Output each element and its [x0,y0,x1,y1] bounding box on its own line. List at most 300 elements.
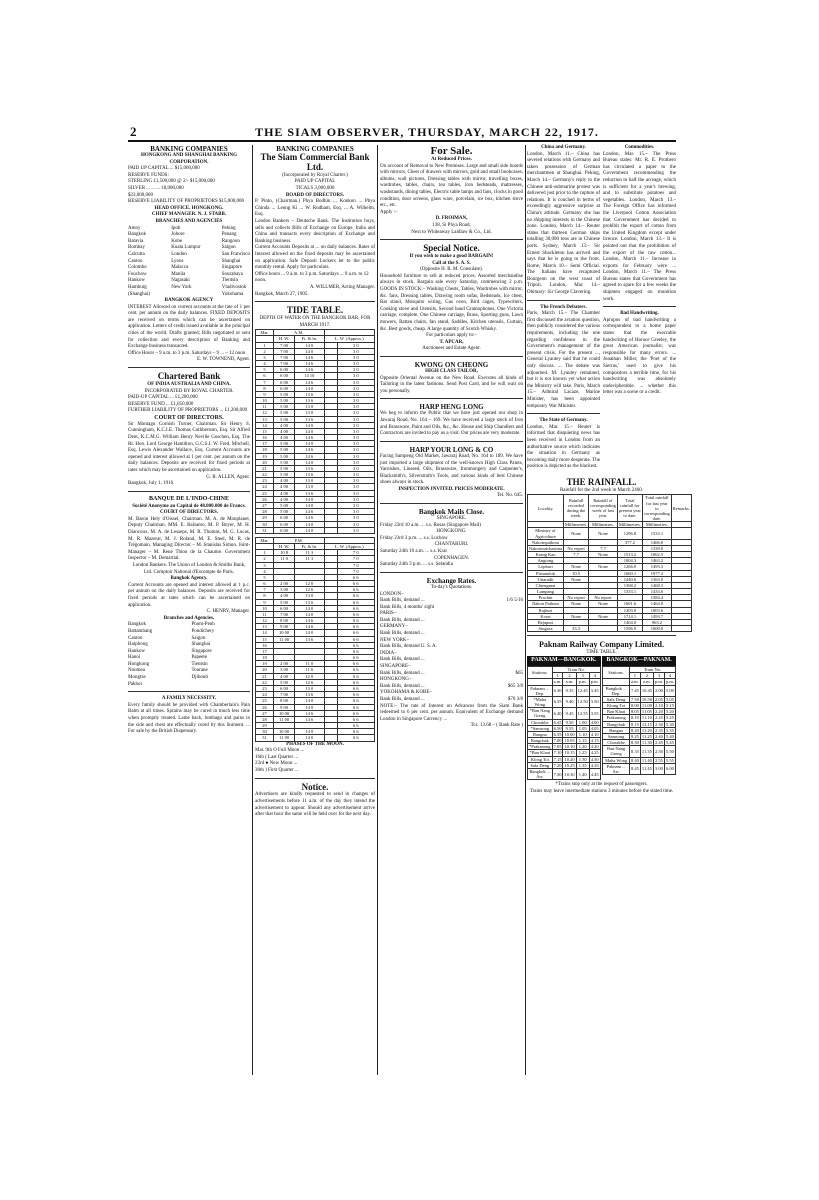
branch-name: Johore [171,232,185,238]
table-cell: 3.45 [589,685,600,696]
table-cell: 26 [256,496,274,502]
moon-phase: 23rd ● New Moon ... [255,761,298,767]
seller-location: Next to Whiteaway Laidlaw & Co., Ltd. [411,229,492,235]
table-cell: 5 00 [274,503,295,509]
table-cell: 13 0 [295,685,324,691]
exchange-row [380,592,523,599]
table-cell: Klong Toi [528,756,553,762]
table-cell: 9.45 [563,708,576,719]
seller-address: 138, Si Phya Road, [432,223,471,229]
table-cell: 7.30 [552,768,563,779]
exchange-row [380,677,523,684]
mail-entry: Saturday 24th 10 a.m. ... s.s. Krai [380,549,447,555]
branch-name: Batavia [128,238,144,244]
bank-subtitle: Société Anonyme au Capital de 48.000.000 de Francs. [132,503,246,509]
table-cell: 3 0 [337,410,375,416]
table-cell: 14 0 [295,503,324,509]
advert-subtitle: HIGH CLASS TAILOR, [425,369,478,375]
table-cell: 4.35 [590,762,599,768]
table-cell: 10.00 [564,731,575,737]
table-cell: Maha Wong [603,757,630,763]
capital-lines [128,166,250,206]
table-cell: Chorakhe [528,719,553,725]
table-cell: 3 0 [337,490,375,496]
table-cell: 5.55 [666,757,674,763]
table-cell: 1363.0 [643,576,672,582]
table-cell: 3 0 [337,465,375,471]
train-number: 4 [589,673,600,679]
table-cell: 14 0 [295,527,324,533]
branch-name: Penang [221,232,237,238]
table-cell: 3 0 [337,441,375,447]
tide-table [255,306,375,778]
table-cell: Nakornpathom [528,539,564,545]
column-3 [380,145,523,1075]
table-cell: 5 00 [274,599,295,605]
table-cell: 27 [256,710,274,716]
capital-line: $33,000,000 [128,192,153,198]
table-cell: 377.2 [617,539,642,545]
table-header: P.M. [274,537,325,543]
train-number: 2 [563,673,576,679]
railway-subtitle: TIME TABLE. [586,649,617,655]
table-cell: None [564,601,589,607]
table-cell: No report [564,595,589,601]
table-cell: 3 0 [337,509,375,515]
table-cell: 7.00 [553,738,562,744]
exchange-label: Bank Bills, demand U. S. A. [380,644,437,650]
table-cell: 11.10 [641,715,652,721]
table-cell: 2.00 [653,685,664,696]
table-cell: 14 0 [295,630,324,636]
table-cell: Nakon Pathom [528,601,564,607]
table-cell: 28 [256,509,274,515]
branch-name: Haiphong [128,642,148,648]
table-cell: 6 00 [274,605,295,611]
table-cell: 3 0 [337,385,375,391]
table-cell: 14 6 [295,618,324,624]
table-cell: 11 00 [274,636,295,642]
table-cell: Pitsanulok [528,570,564,576]
table-cell: 14 0 [295,698,324,704]
table-cell: *Ban Nang Greng [528,708,553,719]
table-cell: No report [564,545,589,551]
branch-name: Tourane [191,668,208,674]
table-cell: 7 0 [337,556,375,562]
auctioneer-role: Auctioneer and Estate Agent. [422,346,481,352]
advert-body: Facing Sampeng Old Market, Jawaraj Road, No. 164 to 189. We have just imported a large shipment of the well-known High Class Paints, Varnishes, Linseed, Oils, Brassware, Ironmongery and Carpenter's, Blacksmith's, Silversmith's Tools, and various kinds of best Chinese shoes always in stock. [380,453,523,486]
table-cell: 5 00 [274,465,295,471]
table-cell: 4 00 [274,593,295,599]
china-germany-article [527,145,600,301]
table-cell: 963.2 [643,620,672,626]
table-cell: 6 6 [337,710,375,716]
apply-label: Apply :– [380,209,398,215]
table-cell: Bangkok ... Dep. [603,685,630,696]
table-cell: 17 [256,648,274,654]
exchange-row [380,664,523,671]
table-cell: 7.10 [553,750,562,756]
exchange-tcs: Tcs. 13.68 – ( Bank Rate ) [470,723,523,729]
table-cell: None [589,564,618,570]
table-cell: 14 0 [295,428,324,434]
train-number: 1 [552,673,563,679]
table-cell: 3 00 [274,587,295,593]
table-cell: 8 00 [274,618,295,624]
table-cell: 17 [256,441,274,447]
table-cell: 5.20 [666,709,674,715]
table-cell: 9 00 [274,624,295,630]
incorporation: (Incorporated by Royal Charter.) [282,172,348,178]
table-cell: 5.25 [666,715,674,721]
table-cell: 10 8 [274,550,295,556]
table-cell: 6 6 [337,636,375,642]
table-cell: 14 6 [295,453,324,459]
table-cell: 21 [256,465,274,471]
for-sale-title: For Sale. [430,145,473,157]
table-cell: 6 6 [337,624,375,630]
mail-entry: Friday 23rd 3 p.m. ... s.s. Luchow [380,535,448,541]
exchange-title: Exchange Rates. [426,576,477,585]
table-cell: 4.10 [590,731,599,737]
article-title: Commodities. [624,145,655,150]
table-cell: 13 6 [295,465,324,471]
table-cell: Klong Toi [603,703,630,709]
table-cell: 6 6 [337,679,375,685]
table-cell: 5.15 [666,703,674,709]
table-cell: 8 [256,593,274,599]
branch-name: Malacca [171,265,189,271]
article-body: Apropos of bad handwriting a correspondent to a home paper states that the execrable handwriting of Horace Greeley, the great American journalist, was responsible for many errors. ... Jonathan Miller, the 'Poet of the Sierras,' used to give his compositors a terrible time, for his handwriting was absolutely undecipherable. ... whether this letter was a scene or a credit. [603,317,676,396]
table-cell: 13 0 [295,478,324,484]
table-cell: 12 [256,410,274,416]
table-cell: 3 0 [337,416,375,422]
advert-title: HARP YOUR LONG & CO [409,445,494,454]
table-cell: 1.15 [576,738,589,744]
timetable-row [528,768,601,779]
table-cell: 33.3 [564,626,589,632]
table-cell: 3 0 [337,484,375,490]
table-cell: 15 [256,428,274,434]
table-cell: 12.55 [576,708,589,719]
table-header: p.m. [576,679,589,685]
table-cell: 3 0 [337,398,375,404]
table-cell: 23 [256,478,274,484]
table-cell: 6 6 [337,611,375,617]
table-cell: 1468.3 [643,582,672,588]
table-header: Millimetres. [589,522,618,528]
column-1 [128,145,250,1075]
table-cell: 7.45 [629,685,640,696]
table-cell: 6 00 [274,367,295,373]
table-cell: 4.15 [590,738,599,744]
table-cell: 2.05 [655,696,663,702]
table-cell: 6 6 [337,735,375,741]
table-cell: 5 [256,367,274,373]
table-cell: 4 00 [274,478,295,484]
table-cell: 5 00 [274,509,295,515]
table-cell: 6 6 [337,704,375,710]
mail-destination: COPENHAGEN. [433,555,470,561]
table-cell: 8.15 [630,721,639,727]
branch-name: Papeete [191,655,207,661]
exchange-subtitle: To-day's Quotations. [430,584,473,590]
incorporation: INCORPORATED BY ROYAL CHARTER. [144,388,234,394]
tide-pm-table [255,537,375,742]
timetable-row [528,696,601,707]
table-cell: Bangchak [528,738,553,744]
table-cell: 6 6 [337,642,375,648]
table-cell: 1.05 [576,725,589,731]
table-cell: 13 6 [295,636,324,642]
train-number: 3 [576,673,589,679]
table-cell: 14 0 [295,348,324,354]
agency-title: Bangkok Agency. [170,576,208,582]
exchange-label: PARIS– [380,611,397,617]
table-header: Millimetres. [618,522,641,528]
table-cell: 4 [256,361,274,367]
table-cell: 12 0 [295,673,324,679]
article-body: London, Mar. 15.– Reuter is informed that disquieting news has been received in London from an authoritative source which indicates the situation in Germany as becoming daily more desperate. The position is depicted as the blackest. [527,424,600,470]
table-cell: Uttaradit [528,576,564,582]
exchange-row [380,598,523,605]
court-title: COURT OF DIRECTORS. [160,510,218,516]
article-title: China and Germany. [541,145,586,150]
table-cell: 6 6 [337,723,375,729]
table-cell: 6 6 [337,667,375,673]
table-header: Rainfall of corresponding week of last year. [589,495,618,522]
branch-name: Manila [171,271,186,277]
table-cell: 21 [256,673,274,679]
section-heading: BANKING COMPANIES [150,145,228,153]
table-cell: 3 00 [274,667,295,673]
table-cell: 24 [256,692,274,698]
rainfall-row [528,528,692,539]
table-cell: 29 [256,723,274,729]
article-body: London, Mar. 15.– The Press Bureau states: Mr. R. E. Prothero has circulated a paper to the Government recommending the reduction to half the acreage, which is sufficient for a year's brewing, and to substitute potatoes and vegetables. London, March 13.– The Foreign Office has informed the Liverpool Cotton Association that Government has decided to prohibit the export of cotton from the United Kingdom except under licence. London, March 13.– It is pointed out that the prohibition of the export of the raw cotton... London, March 11.– Increase in exports for February were ... London, March 11.– The Press Bureau states that Government has agreed to spare for a few weeks the shipmen engaged on munition work. [603,151,676,302]
table-cell: 4 00 [274,496,295,502]
table-cell: 10 [256,398,274,404]
table-cell: 10 [256,605,274,611]
table-cell: Korat [528,613,564,619]
branch-name: Tientsin [221,278,238,284]
capital-line: RESERVE LIABILITY OF PROPRIETORS $15,000,000 [128,199,244,205]
table-cell: 25 [256,698,274,704]
table-cell: None [564,528,589,539]
table-cell: 4 00 [274,490,295,496]
table-header: Ft. & In. [295,336,324,342]
table-cell: 5.40 [666,733,674,739]
table-cell: 4.20 [590,744,599,750]
table-cell: 6.30 [552,685,563,696]
table-cell: 4 00 [274,428,295,434]
branch-name: (Shanghai) [128,291,150,297]
table-cell: Singora [528,626,564,632]
table-cell: 14 0 [295,496,324,502]
table-cell: None [564,613,589,619]
table-cell: 11.30 [641,740,652,746]
table-cell: Chiengmai [528,582,564,588]
table-cell: 1353.1 [617,589,642,595]
table-cell: 10.15 [564,750,575,756]
table-cell: 14 0 [295,729,324,735]
exchange-note: NOTE:– The rate of Interest on Advances from the Siam Bank redeemed to 6 per cent. per annum. Equivalent of Exchange demand London in Singapore Currency ... [380,703,523,722]
table-cell: 1714.1 [617,613,642,619]
table-header: p.m. [654,679,663,685]
table-cell: 11 00 [274,716,295,722]
branch-name: Saigon [191,635,206,641]
branches-title: BRANCHES AND AGENCIES [155,218,223,224]
table-cell: 5 00 [274,453,295,459]
table-cell: 9 [256,599,274,605]
harp-heng-long-advert [380,403,523,441]
table-cell: 20 [256,667,274,673]
table-cell: Angtong [528,558,564,564]
table-cell: 9 00 [274,704,295,710]
branch-name: San Francisco [221,251,250,257]
table-cell: 7 00 [274,361,295,367]
table-cell [324,527,337,533]
exchange-label: LONDON– [380,591,404,597]
table-cell: 2.40 [655,733,663,739]
bad-handwriting-article [603,311,676,400]
exchange-label: NEW YORK– [380,637,410,643]
table-cell: 5 00 [274,410,295,416]
table-cell: 6.00 [664,763,675,774]
table-cell: 6 6 [337,599,375,605]
special-notice-body: Household furniture to sell at reduced prices. Assorted merchandise always in stock. Bargain sale every Saturday, commencing 2 p.m. GOODS IN STOCK:– Washing Chests, Tables, Wardrobes with mirror, &c. fans, Dressing tables, Drawing room sofas, Bedsteads, Ice chest, Rat stand, Mosquito wiring, Gas oven, Bird cages, Typewriters, Cooking stove and Utensils, Second hand Gramophones, One Victoria carriage, complete, One Chinese carriage, Brass, Sporting guns, Lawn mowers, Rattan chairs, fan stand, Saddles, Kitchen utensils, Curtain, &c. Best goods, cheap. A large quantity of Scotch Whisky. [380,273,523,332]
table-cell: 5.05 [666,696,674,702]
table-cell: 10.05 [564,738,575,744]
table-cell: *Maha Wong [528,696,553,707]
table-cell: 1493.3 [643,564,672,570]
table-cell: 6 6 [337,685,375,691]
table-cell: 24 [256,484,274,490]
family-necessity-advert [128,696,250,736]
table-cell: 9.35 [563,685,576,696]
table-header: a.m. [631,679,639,685]
table-cell: 13 0 [295,410,324,416]
table-cell: 11 0 [274,556,295,562]
table-cell: 18 [256,655,274,661]
table-cell: 11.40 [641,757,652,763]
table-cell: 6 6 [337,574,375,580]
table-header: a.m. [563,679,576,685]
bank-terms: London Bankers – Deutsche Bank. The Institution buys, sells and collects Bills of Exchange on Europe, India and China and transacts every description of Exchange and Banking business. [255,218,375,244]
table-cell: 31 [256,527,274,533]
bank-name: Chartered Bank [157,371,221,382]
table-cell: 7.50 [630,696,639,702]
exchange-label: Bank Bills, 4 months' sight [380,604,435,610]
table-cell: 6 6 [337,673,375,679]
table-cell: 3 0 [337,404,375,410]
table-cell: 25 [256,490,274,496]
page-number: 2 [130,124,137,139]
table-cell: *Ban Kluai [529,750,551,756]
table-cell: 4.30 [590,756,599,762]
exchange-row [380,690,523,697]
dateline: Bangkok, July 1, 1916. [128,481,175,487]
news-top [527,145,676,478]
for-sale-subtitle: At Reduced Prices. [431,157,472,163]
bank-name: The Siam Commercial Bank Ltd. [260,152,370,172]
rainfall-title: THE RAINFALL. [566,476,637,487]
table-cell: 11 0 [295,661,324,667]
harp-your-long-advert [380,446,523,504]
special-notice-advert [380,244,523,357]
table-header: a.m. [553,679,562,685]
rainfall-table [527,494,692,632]
branch-name: Bangkok [128,622,147,628]
table-cell: None [589,528,618,539]
table-cell: Nakornratchasima [529,545,562,551]
table-header: Total rainfall for present year to date. [617,495,642,522]
table-cell: 13 6 [295,391,324,397]
agency-title: BANGKOK AGENCY [164,298,214,304]
notice-title: Notice. [301,781,329,792]
advert-body: We beg to inform the Public that we have just opened our shop in Jawaraj Road, No. 164 – 169. We have received a large stock of Iron and Brassware, Paint and Oils, &c., &c. House and Ship Chandlers and Contractors are invited to pay us a visit. Our prices are very moderate. [380,411,523,437]
exchange-label: Bank Bills, demand ... [380,598,425,604]
table-header: Stations. [528,667,553,679]
table-cell: Prachin [528,595,564,601]
table-header: L. W. (Approx.) [324,544,375,550]
table-cell: 8.10 [630,715,639,721]
table-cell: 22 [256,472,274,478]
branch-name: Bombay [128,245,145,251]
table-cell: 7 00 [274,354,295,360]
train-number: 1 [629,673,640,679]
table-cell: 3 0 [337,367,375,373]
seller-name: D. FROIMAN, [435,216,468,222]
advert-title: HARP HENG LONG [419,403,484,412]
table-cell: 1.20 [576,744,589,750]
dateline: Bangkok, March 27, 1905. [255,291,309,297]
table-cell: 6.40 [552,708,563,719]
table-cell: 6 [256,581,274,587]
table-cell: 13 6 [295,398,324,404]
table-cell: 7 00 [274,611,295,617]
branch-name: Canton [128,258,143,264]
exchange-row [380,651,523,658]
table-cell: 13 0 [295,593,324,599]
table-cell: 14 0 [295,735,324,741]
timetable-row [603,763,676,774]
branch-name: Foochow [128,271,147,277]
timetable-direction: BANGKOK—PAKNAM. [602,656,676,666]
table-cell: 1464.0 [643,601,672,607]
table-cell: 18 [256,447,274,453]
table-cell: 1 [256,342,274,348]
rainfall-subtitle: Rainfall for the 2nd week in March 2460. [559,487,644,493]
railway-timetables [527,656,676,780]
table-cell: 1000.0 [643,626,672,632]
table-cell: 11.35 [640,746,653,757]
table-cell: 1339.0 [643,545,672,551]
branch-name: Vladivostok [221,284,247,290]
table-header: Mar. [256,330,274,336]
column-2 [255,145,375,1075]
train-number: 4 [664,673,675,679]
table-cell: 4 00 [274,422,295,428]
table-cell: 12 [256,618,274,624]
table-cell: 2 00 [274,661,295,667]
exchange-label: Bank Bills, demand ... [380,617,425,623]
table-cell: 1433.6 [643,589,672,595]
table-cell: 2.55 [655,757,663,763]
court-title: COURT OF DIRECTORS. [154,414,224,421]
table-cell: 13 6 [295,599,324,605]
mail-entry: Friday 23rd 10 a.m. ... s.s. Rosas (Singapore Mail) [380,522,481,528]
